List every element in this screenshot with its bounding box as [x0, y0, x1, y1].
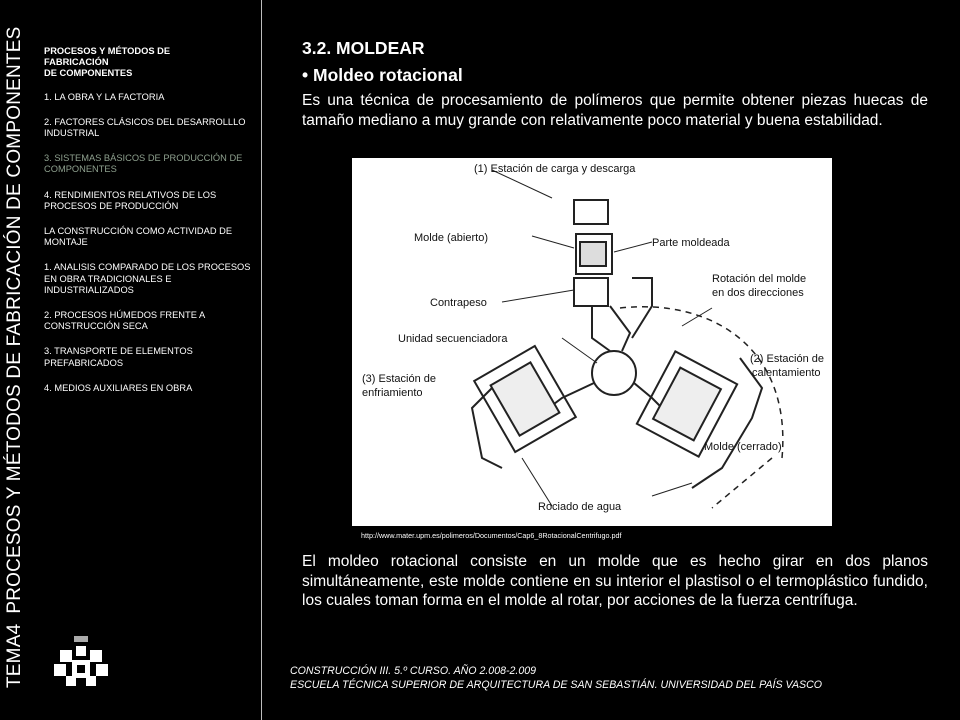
footer-course: CONSTRUCCIÓN III. 5.º CURSO. AÑO 2.008-2.009 [290, 665, 537, 677]
nav-item-sistemas-basicos[interactable]: 3. SISTEMAS BÁSICOS DE PRODUCCIÓN DE COMPONENTES [44, 153, 243, 175]
description-paragraph: El moldeo rotacional consiste en un molde que es hecho girar en dos planos simultáneamente, este molde contiene en su interior el plastisol o el termoplástico fundido, los cuales toman forma en el molde al rotar, por acciones de la fuerza centrífuga. [302, 553, 928, 609]
nav-item-procesos-humedos[interactable]: 2. PROCESOS HÚMEDOS FRENTE A CONSTRUCCIÓN SECA [44, 310, 205, 332]
nav-item-analisis-comparado[interactable]: 1. ANALISIS COMPARADO DE LOS PROCESOS EN OBRA TRADICIONALES E INDUSTRIALIZADOS [44, 262, 251, 295]
label-rotacion-1: Rotación del molde [712, 273, 807, 285]
sidebar-nav [44, 46, 256, 408]
nav-item-transporte[interactable]: 3. TRANSPORTE DE ELEMENTOS PREFABRICADOS [44, 346, 193, 368]
label-unidad: Unidad secuenciadora [398, 333, 508, 345]
course-title: PROCESOS Y MÉTODOS DE FABRICACIÓN DE COMPONENTES [4, 26, 25, 614]
label-rotacion-2: en dos direcciones [712, 287, 804, 299]
label-parte-moldeada: Parte moldeada [652, 237, 730, 249]
label-station1: (1) Estación de carga y descarga [474, 163, 636, 175]
sequencer-unit-shape [592, 351, 636, 395]
vertical-title [4, 8, 28, 688]
university-logo [52, 636, 110, 688]
nav-item-medios-auxiliares[interactable]: 4. MEDIOS AUXILIARES EN OBRA [44, 382, 193, 393]
footer [290, 665, 822, 692]
nav-item-rendimientos[interactable]: 4. RENDIMIENTOS RELATIVOS DE LOS PROCESOS DE PRODUCCIÓN [44, 189, 217, 211]
nav-item-factores-clasicos[interactable]: 2. FACTORES CLÁSICOS DEL DESARROLLLO INDUSTRIAL [44, 116, 246, 139]
intro-paragraph: Es una técnica de procesamiento de polímeros que permite obtener piezas huecas de tamaño mediano a muy grande con relativamente poco material y buena estabilidad. [302, 92, 928, 129]
rotational-molding-diagram [352, 158, 832, 526]
nav-header[interactable]: PROCESOS Y MÉTODOS DE FABRICACIÓN DE COMPONENTES [44, 46, 171, 79]
label-station2b: calentamiento [752, 367, 821, 379]
source-link[interactable]: http://www.mater.upm.es/polimeros/Documentos/Cap6_8RotacionalCentrifugo.pdf [361, 531, 622, 540]
subsection-title: • Moldeo rotacional [302, 65, 463, 85]
nav-item-obra-factoria[interactable]: 1. LA OBRA Y LA FACTORIA [44, 91, 165, 102]
upv-ehu-logo-icon [52, 636, 110, 688]
label-station3b: enfriamiento [362, 387, 423, 399]
label-molde-cerrado: Molde (cerrado) [704, 441, 782, 453]
nav-item-construccion-montaje[interactable]: LA CONSTRUCCIÓN COMO ACTIVIDAD DE MONTAJE [44, 226, 233, 248]
label-contrapeso: Contrapeso [430, 297, 487, 309]
tema-label: TEMA4 [4, 623, 25, 688]
sidebar-divider [261, 0, 262, 720]
label-station2a: (2) Estación de [750, 353, 824, 365]
section-title: 3.2. MOLDEAR [302, 38, 425, 58]
label-molde-abierto: Molde (abierto) [414, 232, 488, 244]
footer-school: ESCUELA TÉCNICA SUPERIOR DE ARQUITECTURA DE SAN SEBASTIÁN. UNIVERSIDAD DEL PAÍS VASCO [290, 678, 822, 691]
label-station3a: (3) Estación de [362, 373, 436, 385]
label-rociado: Rociado de agua [538, 501, 622, 513]
